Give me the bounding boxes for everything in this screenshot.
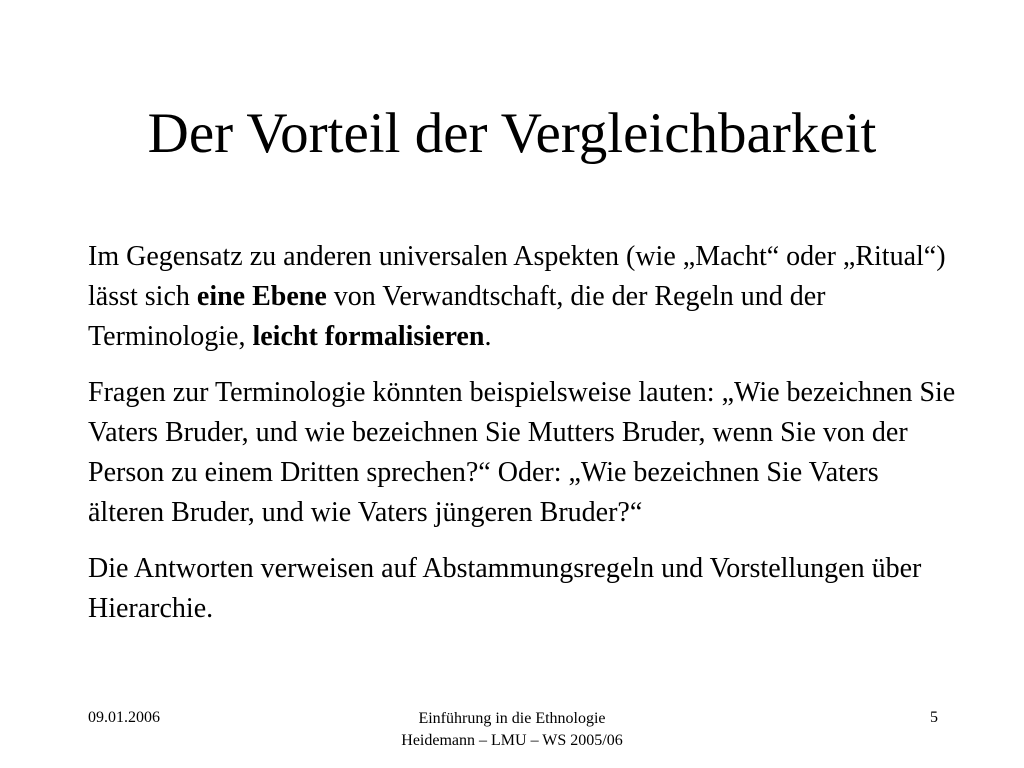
slide-body	[88, 237, 958, 645]
footer-date: 09.01.2006	[88, 709, 160, 726]
paragraph-formalization	[88, 237, 958, 357]
footer-course-lecturer: Heidemann – LMU – WS 2005/06	[401, 732, 623, 749]
paragraph-1-bold-a: eine Ebene	[196, 281, 327, 312]
paragraph-1-text-c: .	[484, 321, 492, 352]
paragraph-1-text-b: von Verwandtschaft, die der Regeln und der Terminologie,	[88, 281, 826, 352]
footer-course-info	[312, 708, 712, 752]
slide-title: Der Vorteil der Vergleichbarkeit	[147, 102, 877, 165]
footer-course-title: Einführung in die Ethnologie	[418, 710, 606, 727]
footer-page-number: 5	[930, 709, 938, 726]
paragraph-terminology-questions: Fragen zur Terminologie könnten beispielsweise lauten: „Wie bezeichnen Sie Vaters Bruder, und wie bezeichnen Sie Mutters Bruder, wenn Sie von der Person zu einem Dritten sprechen?“ Oder: „Wie bezeichnen Sie Vaters älteren Bruder, und wie Vaters jüngeren Bruder?“	[88, 377, 956, 528]
paragraph-answers: Die Antworten verweisen auf Abstammungsregeln und Vorstellungen über Hierarchie.	[88, 553, 922, 624]
paragraph-1-bold-b: leicht formalisieren	[252, 321, 485, 352]
paragraph-1-text-a: Im Gegensatz zu anderen universalen Aspekten (wie „Macht“ oder „Ritual“) lässt sich	[88, 241, 946, 312]
